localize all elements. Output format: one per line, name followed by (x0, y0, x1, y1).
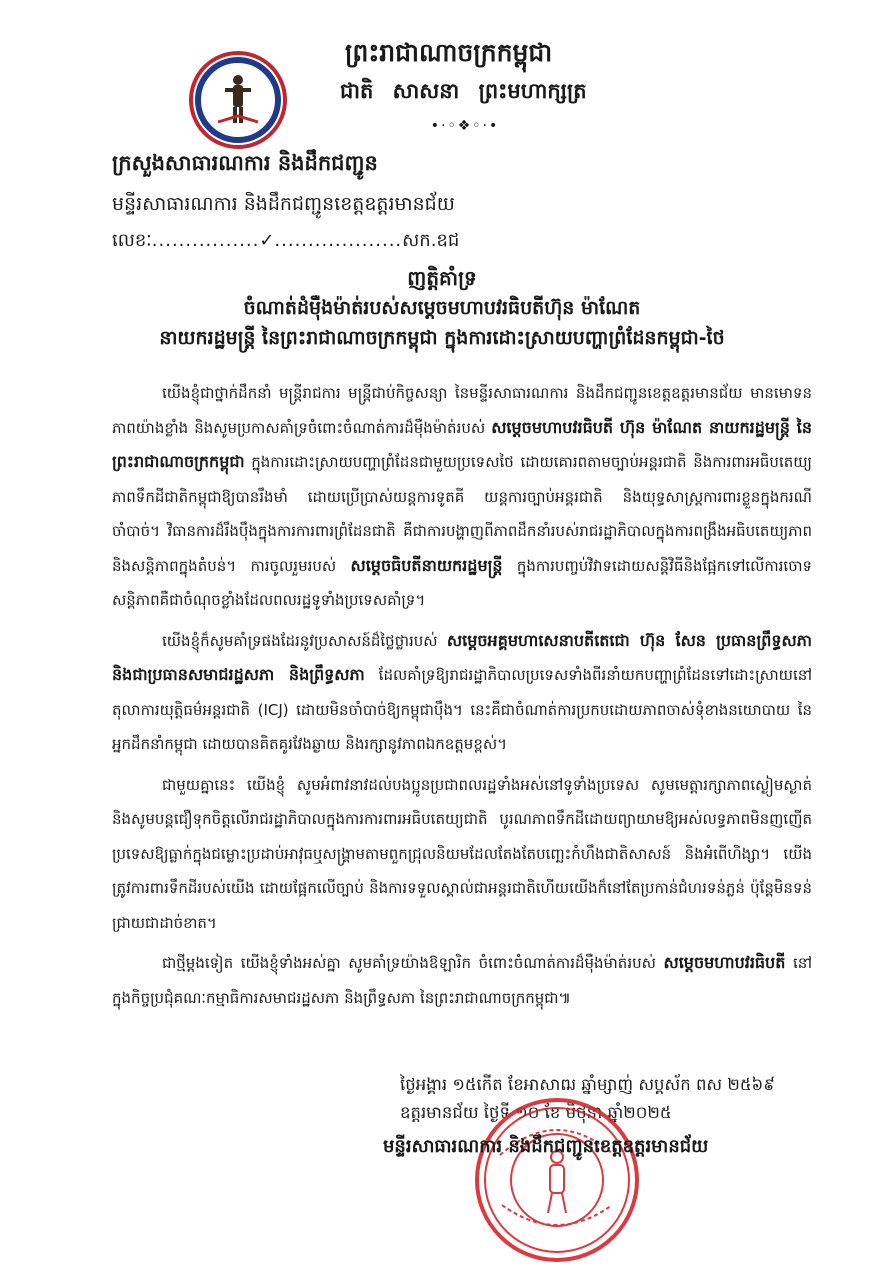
ref-prefix: លេខៈ (112, 230, 152, 251)
p1-text-e: ក្នុងការបញ្ចប់វិវាទដោយសន្តិវិធីនិងផ្អែកទៅលើការចោទសន្តិភាពគឺជាចំណុចខ្លាំងដែលពលរដ្ឋទូទាំងប្រទេសគាំទ្រ។ (112, 556, 813, 609)
department-name: មន្ទីរសាធារណការ និងដឹកជញ្ជូនខេត្តឧត្តរមានជ័យ (112, 193, 455, 215)
letter-body (112, 376, 812, 1021)
ref-suffix: សក.ឧជ (402, 230, 460, 251)
p1-emphasis-title: សម្តេចធិបតីនាយករដ្ឋមន្រ្តី (350, 555, 503, 575)
kingdom-title: ព្រះរាជាណាចក្រកម្ពុជា (345, 38, 553, 67)
p1-text-a: យើងខ្ញុំជាថ្នាក់ដឹកនាំ មន្ត្រីរាជការ មន្ត្រីជាប់កិច្ចសន្យា នៃមន្ទីរសាធារណការ និងដឹកជញ្ជូនខេត្តឧត្តរមានជ័យ មានមោទនភាពយ៉ាងខ្លាំង និងសូមប្រកាសគាំទ្រចំពោះចំណាត់ការដ៏ម៉ឺងម៉ាត់របស់ (112, 384, 812, 437)
p4-text-c: នៅក្នុងកិច្ចប្រជុំគណៈកម្មាធិការសមាជរដ្ឋសភា និងព្រឹទ្ធសភា នៃព្រះរាជាណាចក្រកម្ពុជា៕ (112, 954, 812, 1007)
paragraph-4 (112, 946, 812, 1015)
solar-date: ឧត្តរមានជ័យ ថ្ងៃទី ១០ ខែ មិថុនា ឆ្នាំ២០២៥ (400, 1103, 672, 1122)
subject-line-1: ចំណាត់ដំម៉ឺងម៉ាត់របស់សម្តេចមហាបវរធិបតីហ៊ុន ម៉ាណែត (243, 297, 641, 319)
p2-text-c: ដែលគាំទ្រឱ្យរាជរដ្ឋាភិបាលប្រទេសទាំងពីរនាំយកបញ្ហាព្រំដែនទៅដោះស្រាយនៅតុលាការយុត្តិធម៌អន្តរជាតិ (ICJ) ដោយមិនចាំបាច់ឱ្យកម្ពុជាប៉ឹង។ នេះគឺជាចំណាត់ការប្រកបដោយភាពចាស់ទុំខាងនយោបាយ នៃអ្នកដឹកនាំកម្ពុជា ដោយបានគិតគូរវែងឆ្ងាយ និងរក្សានូវភាពឯកឧត្តមខ្ពស់។ (112, 666, 812, 753)
lunar-date: ថ្ងៃអង្គារ ១៥កើត ខែអាសាឍ ឆ្នាំម្សាញ់ សប្តស័ក ពស ២៥៦៩ (400, 1075, 775, 1094)
ref-mark: ✓ (259, 230, 275, 251)
p1-text-c: ក្នុងការដោះស្រាយបញ្ហាព្រំដែនជាមួយប្រទេសថៃ ដោយគោរពតាមច្បាប់អន្តរជាតិ និងការពារអធិបតេយ្យភាពទឹកដីជាតិកម្ពុជាឱ្យបានរឹងមាំ ដោយប្រើប្រាស់យន្តការទូតគី យន្តការច្បាប់អន្តរជាតិ និងយុទ្ធសាស្ត្រការពារខ្លួនក្នុងករណីចាំបាច់។ វិធានការដ៏រឹងប៉ឹងក្នុងការការពារព្រំដែនជាតិ គឺជាការបង្ហាញពីភាពដឹកនាំរបស់រាជរដ្ឋាភិបាលក្នុងការពង្រឹងអធិបតេយ្យភាព និងសន្តិភាពក្នុងតំបន់។ ការចូលរួមរបស់ (112, 453, 812, 575)
paragraph-3: ជាមួយគ្នានេះ យើងខ្ញុំ សូមអំពាវនាវដល់បងប្អូនប្រជាពលរដ្ឋទាំងអស់នៅទូទាំងប្រទេស សូមមេត្តារក្សាភាពស្ងៀមស្ងាត់ និងសូមបន្តជឿទុកចិត្តលើរាជរដ្ឋាភិបាលក្នុងការការពារអធិបតេយ្យជាតិ បូរណភាពទឹកដីដោយព្យាយាមឱ្យអស់លទ្ធភាពមិនញញើតប្រទេសឱ្យធ្លាក់ក្នុងជម្លោះប្រដាប់អាវុធឬសង្គ្រាមតាមពួកជ្រុលនិយមដែលតែងតែបញ្ឆេះកំហឹងជាតិសាសន៍ និងអំពើហិង្សា។ យើងត្រូវការពារទឹកដីរបស់យើង ដោយផ្អែកលើច្បាប់ និងការទទួលស្គាល់ជាអន្តរជាតិហើយយើងក៏នៅតែប្រកាន់ជំហរទន់ភ្លន់ ប៉ុន្តែមិនទន់ជ្រាយជាដាច់ខាត។ (112, 775, 812, 932)
document-type: ញត្តិគាំទ្រ (407, 266, 477, 290)
ministry-name: ក្រសួងសាធារណការ និងដឹកជញ្ជូន (112, 151, 378, 175)
p2-text-a: យើងខ្ញុំក៏សូមគាំទ្រផងដែរនូវប្រសាសន៍ដ៏ថ្លៃថ្លារបស់ (162, 631, 447, 650)
official-stamp (472, 1095, 642, 1265)
p1-emphasis-pm: សម្តេចមហាបវរធិបតី ហ៊ុន ម៉ាណែត នាយករដ្ឋមន្រ្តី នៃព្រះរាជាណាចក្រកម្ពុជា (112, 417, 812, 471)
ref-dots-left: ................ (151, 230, 260, 251)
p4-text-a: ជាថ្មីម្តងទៀត យើងខ្ញុំទាំងអស់គ្នា សូមគាំទ្រយ៉ាងឱឡារិក ចំពោះចំណាត់ការដ៏ម៉ឺងម៉ាត់របស់ (162, 954, 664, 972)
p2-emphasis-senate-president: សម្តេចអគ្គមហាសេនាបតីតេជោ ហ៊ុន សែន ប្រធានព្រឹទ្ធសភា និងជាប្រធានសមាជរដ្ឋសភា និងព្រឹទ្ធសភា (112, 630, 812, 684)
paragraph-1 (112, 376, 812, 618)
header-ornament: •·◦❖◦·• (430, 118, 500, 134)
national-motto: ជាតិ សាសនា ព្រះមហាក្សត្រ (340, 79, 587, 103)
signing-office: មន្ទីរសាធារណការ និងដឹកជញ្ជូនខេត្តឧត្តរមានជ័យ (383, 1136, 709, 1157)
ref-dots-right: ................... (274, 230, 403, 251)
paragraph-2 (112, 624, 812, 762)
p4-emphasis: សម្តេចមហាបវរធិបតី (663, 953, 786, 972)
reference-number (112, 228, 459, 255)
subject-line-2: នាយករដ្ឋមន្រ្តី នៃព្រះរាជាណាចក្រកម្ពុជា ក្នុងការដោះស្រាយបញ្ហាព្រំដែនកម្ពុជា-ថៃ (159, 327, 725, 349)
ministry-logo (188, 50, 288, 150)
